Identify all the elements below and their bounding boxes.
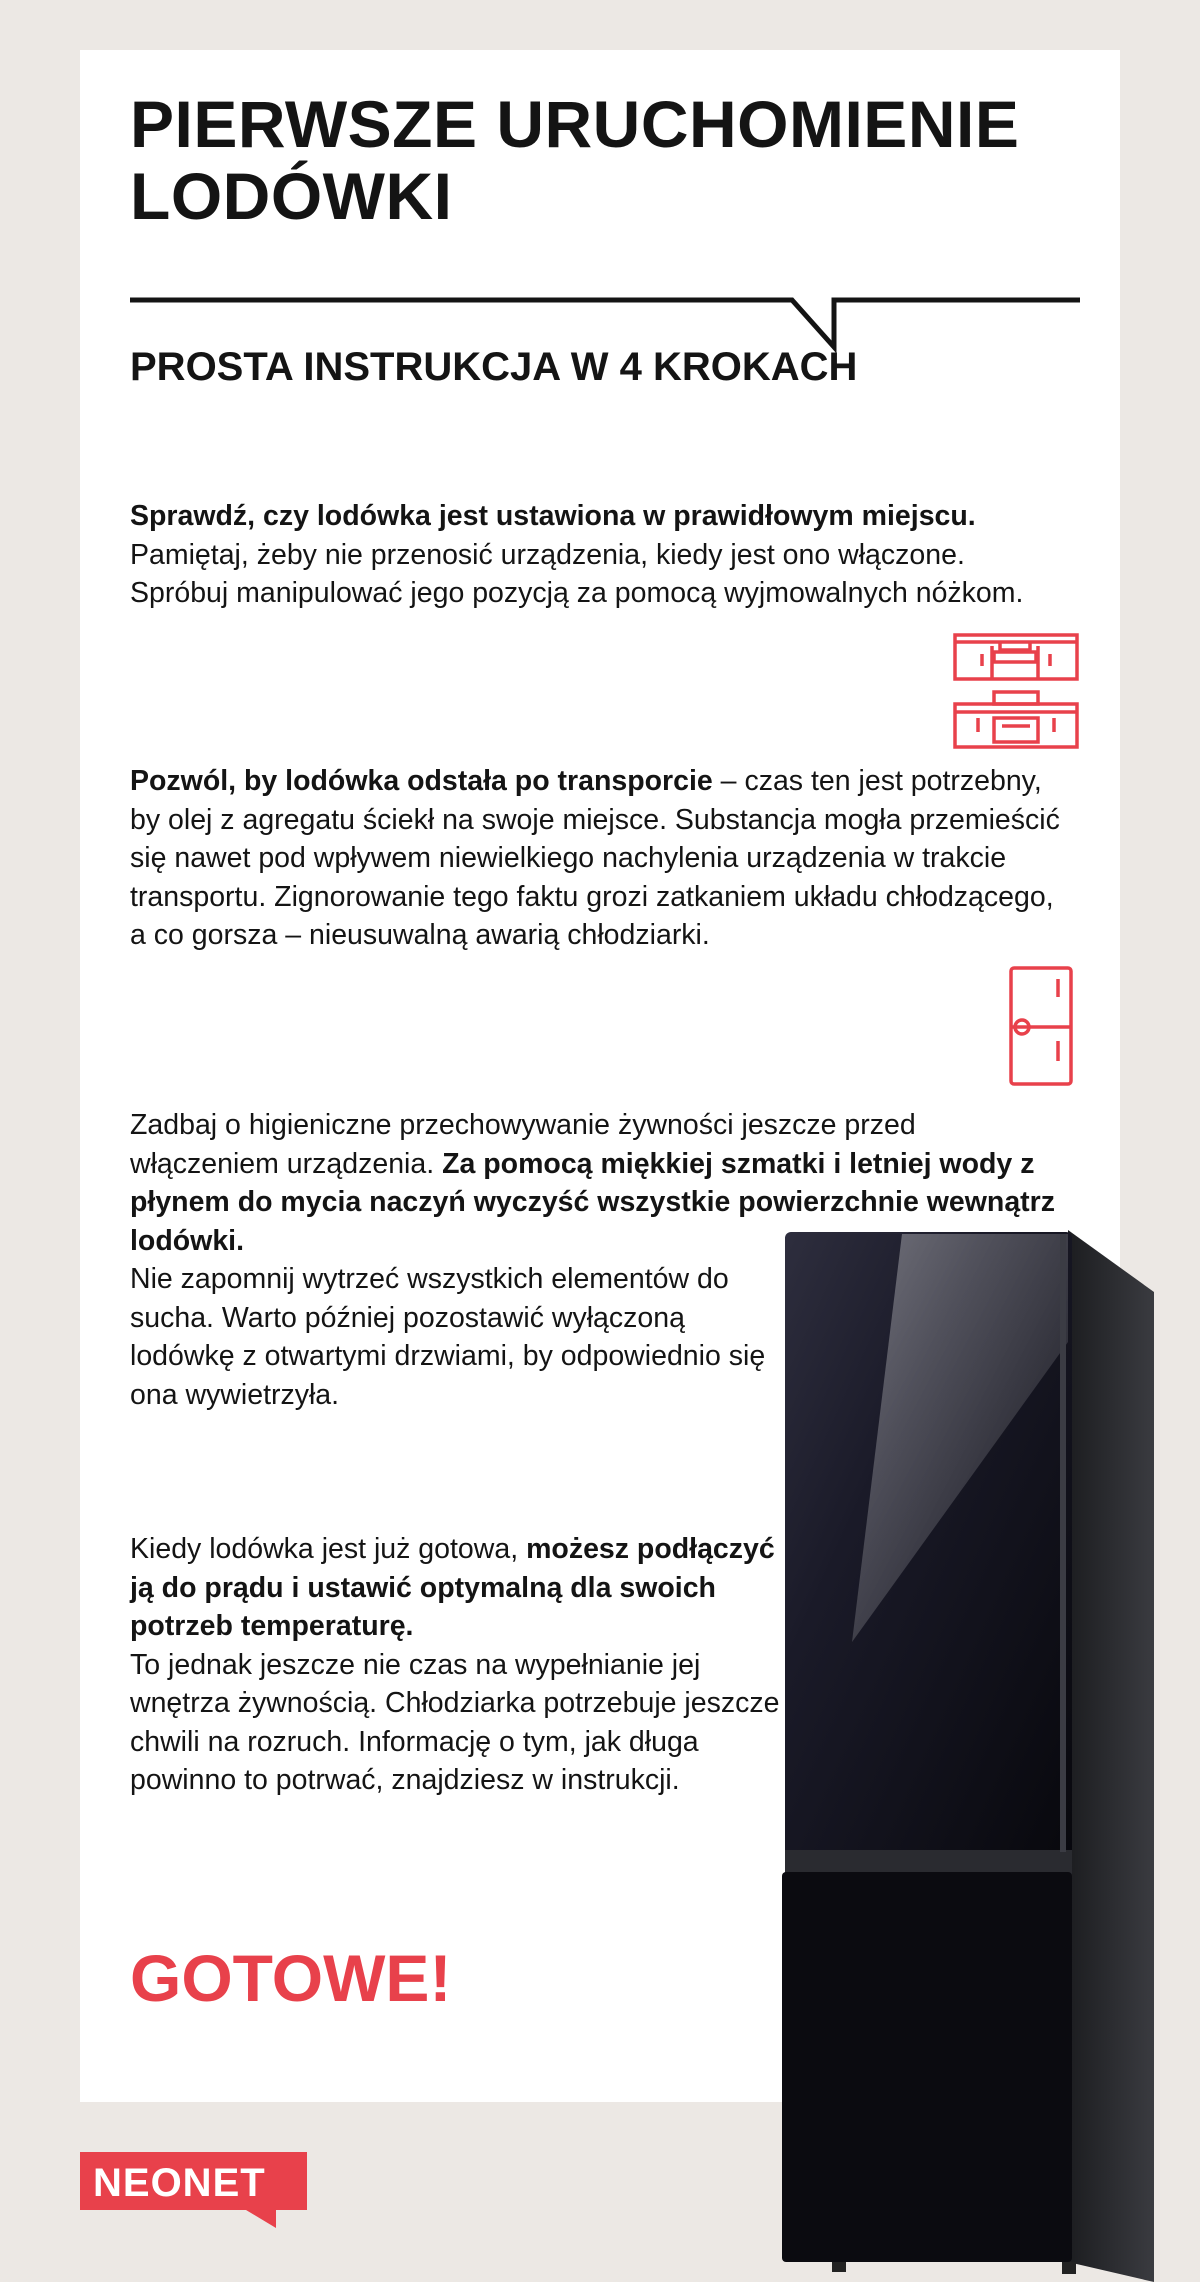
step-2-text bbox=[130, 762, 1070, 955]
fridge-icon bbox=[1008, 965, 1074, 1087]
step-2-body: – czas ten jest potrzebny, by olej z agregatu ściekł na swoje miejsce. Substancja mogła przemieścić się nawet pod wpływem niewielkiego nachylenia urządzenia w trakcie transportu. Zignorowanie tego faktu grozi zatkaniem układu chłodzącego, a co gorsza – nieusuwalną awarią chłodziarki. bbox=[130, 765, 1060, 951]
speech-bubble-divider bbox=[130, 245, 1090, 355]
step-1-bold: Sprawdź, czy lodówka jest ustawiona w prawidłowym miejscu. bbox=[130, 500, 976, 532]
done-label: GOTOWE! bbox=[130, 1941, 452, 2015]
step-3-body: Nie zapomnij wytrzeć wszystkich elementów do sucha. Warto później pozostawić wyłączoną lodówkę z otwartymi drzwiami, by odpowiednio się ona wywietrzyła. bbox=[130, 1263, 766, 1411]
step-4-text bbox=[130, 1530, 790, 1800]
logo-text: NEONET bbox=[93, 2161, 266, 2205]
neonet-logo bbox=[80, 2152, 310, 2232]
step-1-body: Pamiętaj, żeby nie przenosić urządzenia, kiedy jest ono włączone. Spróbuj manipulować jego pozycją za pomocą wyjmowalnych nóżkom. bbox=[130, 538, 1024, 609]
title-line-2: LODÓWKI bbox=[130, 159, 453, 233]
page-title bbox=[130, 88, 1090, 232]
kitchen-icon bbox=[952, 632, 1082, 750]
page-subtitle: PROSTA INSTRUKCJA W 4 KROKACH bbox=[130, 345, 858, 389]
step-3-bold: Za pomocą miękkiej szmatki i letniej wody z płynem do mycia naczyń wyczyść wszystkie powierzchnie wewnątrz lodówki. bbox=[130, 1147, 1056, 1257]
step-3-intro: Zadbaj o higieniczne przechowywanie żywności jeszcze przed włączeniem urządzenia. bbox=[130, 1109, 916, 1180]
step-1-text bbox=[130, 497, 1070, 613]
step-2-bold: Pozwól, by lodówka odstała po transporcie bbox=[130, 765, 713, 797]
step-4-bold: możesz podłączyć ją do prądu i ustawić optymalną dla swoich potrzeb temperaturę. bbox=[130, 1533, 775, 1642]
title-line-1: PIERWSZE URUCHOMIENIE bbox=[130, 87, 1020, 161]
fridge-product-image bbox=[782, 1222, 1154, 2282]
step-4-body: To jednak jeszcze nie czas na wypełnianie jej wnętrza żywnością. Chłodziarka potrzebuje jeszcze chwili na rozruch. Informację o tym, jak długa powinno to potrwać, znajdziesz w instrukcji. bbox=[130, 1648, 780, 1796]
step-4-intro: Kiedy lodówka jest już gotowa, bbox=[130, 1533, 527, 1565]
